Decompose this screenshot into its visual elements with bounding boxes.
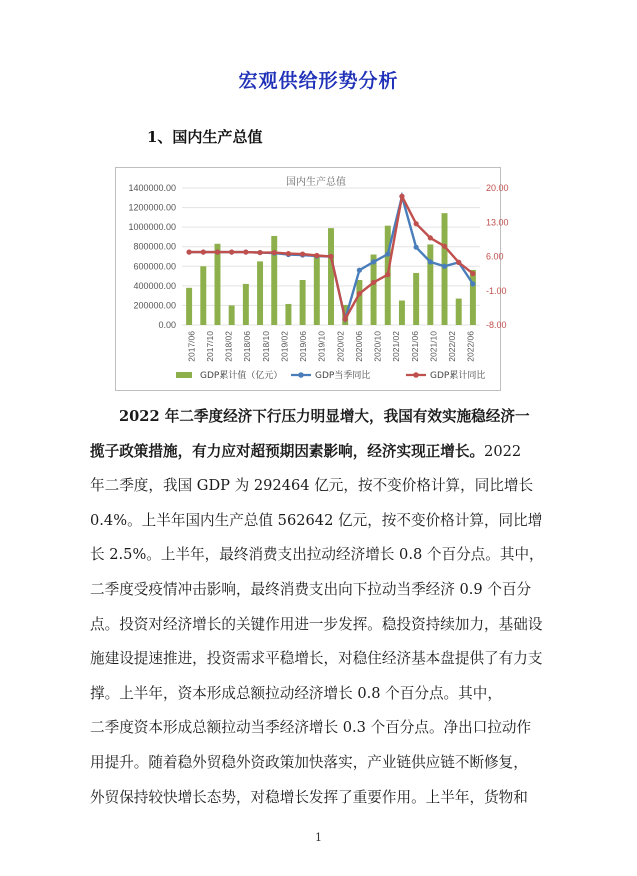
gdp-chart <box>115 167 509 391</box>
right-axis-tick-label: -8.00 <box>486 320 507 330</box>
data-point <box>229 249 234 254</box>
bar <box>300 280 306 325</box>
bar <box>470 270 476 325</box>
page-number: 1 <box>315 831 322 844</box>
data-point <box>343 317 348 322</box>
bar <box>413 273 419 325</box>
left-axis-tick-label: 1200000.00 <box>128 202 176 213</box>
right-axis-tick-label: 6.00 <box>486 251 504 262</box>
paragraph-line <box>90 435 555 470</box>
data-point <box>371 280 376 285</box>
line-text: 长 2.5%。上半年，最终消费支出拉动经济增长 0.8 个百分点。其中， <box>90 546 544 564</box>
data-point <box>456 260 461 265</box>
bar <box>271 236 277 325</box>
line-text: 0.4%。上半年国内生产总值 562642 亿元，按不变价格计算，同比增 <box>90 511 543 529</box>
paragraph-line <box>90 504 555 539</box>
data-point <box>371 259 376 264</box>
x-axis-tick-label: 2020/06 <box>353 331 364 362</box>
x-axis-tick-label: 2022/06 <box>465 331 476 362</box>
legend-marker <box>298 372 304 378</box>
bar <box>243 284 249 325</box>
bar <box>328 228 334 325</box>
line-text: 施建设提速推进，投资需求平稳增长，对稳住经济基本盘提供了有力支 <box>90 650 543 668</box>
bar <box>442 213 448 325</box>
line-text: 点。投资对经济增长的关键作用进一步发挥。稳投资持续加力，基础设 <box>90 615 543 633</box>
page-title: 宏观供给形势分析 <box>238 70 399 92</box>
legend-swatch <box>176 372 192 378</box>
line-text: 二季度受疫情冲击影响，最终消费支出向下拉动当季经济 0.9 个百分 <box>90 580 532 598</box>
line-text: 二季度资本形成总额拉动当季经济增长 0.3 个百分点。净出口拉动作 <box>90 719 532 737</box>
data-point <box>428 259 433 264</box>
data-point <box>442 244 447 249</box>
left-axis-tick-label: 800000.00 <box>133 241 176 252</box>
data-point <box>399 194 404 199</box>
paragraph-line <box>90 538 555 573</box>
bar <box>285 304 291 325</box>
x-axis-tick-label: 2019/10 <box>316 331 327 362</box>
paragraph-line <box>90 642 555 677</box>
line-text: 年二季度，我国 GDP 为 292464 亿元，按不变价格计算，同比增长 <box>90 477 534 495</box>
data-point <box>357 268 362 273</box>
bar <box>399 301 405 325</box>
data-point <box>201 249 206 254</box>
x-axis-tick-label: 2021/06 <box>409 331 420 362</box>
bar <box>356 280 362 325</box>
paragraph-line <box>90 608 555 643</box>
line-text: 2022 <box>484 442 522 460</box>
line-text: 撑。上半年，资本形成总额拉动经济增长 0.8 个百分点。其中， <box>90 684 502 702</box>
data-point <box>470 281 475 286</box>
bold-text: 揽子政策措施，有力应对超预期因素影响，经济实现正增长。 <box>90 442 485 460</box>
x-axis-tick-label: 2021/02 <box>391 331 402 362</box>
left-axis-tick-label: 400000.00 <box>133 280 176 291</box>
paragraph-line <box>90 711 555 746</box>
x-axis-tick-label: 2018/10 <box>260 331 271 362</box>
bar <box>314 255 320 325</box>
paragraph-line <box>90 677 555 712</box>
left-axis-tick-label: 0.00 <box>158 320 176 330</box>
data-point <box>357 291 362 296</box>
bar <box>200 266 206 325</box>
paragraph-line <box>90 573 555 608</box>
right-axis-tick-label: 13.00 <box>486 217 509 228</box>
left-axis-tick-label: 200000.00 <box>133 300 176 311</box>
data-point <box>470 271 475 276</box>
data-point <box>428 235 433 240</box>
x-axis-tick-label: 2019/06 <box>298 331 309 362</box>
line-text: 外贸保持较快增长态势，对稳增长发挥了重要作用。上半年，货物和 <box>90 788 528 806</box>
x-axis-tick-label: 2017/10 <box>204 331 215 362</box>
bar <box>257 261 263 325</box>
right-axis-tick-label: -1.00 <box>486 285 507 296</box>
data-point <box>186 249 191 254</box>
legend-label: GDP累计同比 <box>430 371 486 381</box>
section-heading: 1、国内生产总值 <box>147 128 263 146</box>
bar <box>427 244 433 325</box>
data-point <box>314 253 319 258</box>
legend-label: GDP当季同比 <box>315 371 371 381</box>
data-point <box>300 251 305 256</box>
data-point <box>243 249 248 254</box>
bar <box>186 288 192 325</box>
x-axis-tick-label: 2019/02 <box>279 331 290 362</box>
paragraph-line <box>90 746 555 781</box>
x-axis-tick-label: 2020/02 <box>335 331 346 362</box>
bar <box>456 299 462 325</box>
x-axis-tick-label: 2020/10 <box>372 331 383 362</box>
right-axis-tick-label: 20.00 <box>486 183 509 193</box>
line-text: 用提升。随着稳外贸稳外资政策加快落实，产业链供应链不断修复， <box>90 753 528 771</box>
left-axis-tick-label: 1000000.00 <box>128 222 176 233</box>
data-point <box>215 249 220 254</box>
left-axis-tick-label: 600000.00 <box>133 261 176 272</box>
chart-title: 国内生产总值 <box>286 177 346 188</box>
bar <box>214 244 220 325</box>
data-point <box>385 272 390 277</box>
x-axis-tick-label: 2022/02 <box>447 331 458 362</box>
data-point <box>414 245 419 250</box>
legend-marker <box>413 372 419 378</box>
paragraph-line <box>90 781 555 816</box>
data-point <box>272 250 277 255</box>
gdp-chart-svg <box>116 168 509 390</box>
data-point <box>442 264 447 269</box>
body-paragraph <box>90 400 555 815</box>
x-axis-tick-label: 2017/06 <box>186 331 197 362</box>
paragraph-line <box>90 469 555 504</box>
left-axis-tick-label: 1400000.00 <box>128 183 176 193</box>
x-axis-tick-label: 2018/06 <box>242 331 253 362</box>
data-point <box>257 250 262 255</box>
bar <box>371 255 377 325</box>
legend-label: GDP累计值（亿元） <box>200 371 283 381</box>
data-point <box>414 221 419 226</box>
bar <box>229 305 235 325</box>
data-point <box>286 251 291 256</box>
data-point <box>385 251 390 256</box>
x-axis-tick-label: 2018/02 <box>223 331 234 362</box>
x-axis-tick-label: 2021/10 <box>428 331 439 362</box>
data-point <box>328 254 333 259</box>
bold-text: 2022 年二季度经济下行压力明显增大，我国有效实施稳经济一 <box>119 408 530 425</box>
paragraph-line <box>90 400 555 435</box>
